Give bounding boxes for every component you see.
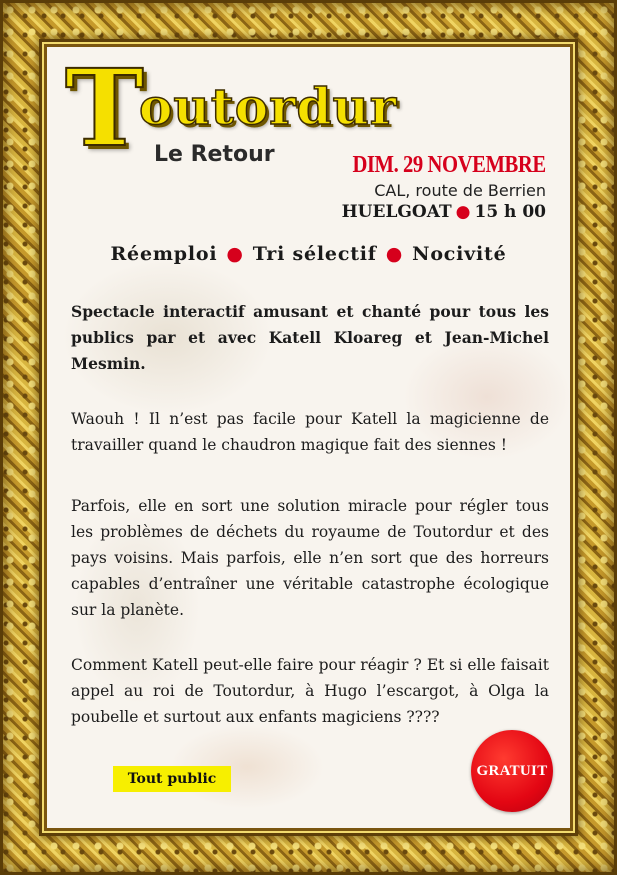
story-paragraph-2: Parfois, elle en sort une solution miracle pour régler tous les problèmes de déchets du royaume de Toutordur et des pays voisins. Mais parfois, elle n’en sort que des horreurs capables d’entraîner une véritable catastrophe écologique sur la planète. [71, 497, 549, 619]
event-town-time [342, 202, 546, 222]
story-paragraph-3: Comment Katell peut-elle faire pour réagir ? Et si elle faisait appel au roi de Toutordur, à Hugo l’escargot, à Olga la poubelle et surtout aux enfants magiciens ???? [71, 656, 549, 726]
title-initial: T [65, 47, 144, 170]
event-date: DIM. 29 NOVEMBRE [352, 152, 546, 178]
event-place: CAL, route de Berrien [374, 181, 546, 200]
poster-subtitle: Le Retour [154, 142, 275, 167]
intro-paragraph: Spectacle interactif amusant et chanté pour tous les publics par et avec Katell Kloareg et Jean-Michel Mesmin. [71, 302, 549, 373]
event-town: HUELGOAT [341, 202, 452, 222]
theme-item: Tri sélectif [252, 243, 377, 265]
story-paragraph-1: Waouh ! Il n’est pas facile pour Katell la magicienne de travailler quand le chaudron magique fait des siennes ! [71, 410, 549, 454]
theme-item: Nocivité [412, 243, 507, 265]
themes-line [47, 243, 570, 265]
title-rest: outordur [139, 77, 398, 136]
audience-label: Tout public [113, 766, 231, 792]
poster-canvas [47, 47, 570, 828]
bullet-icon: ● [385, 243, 404, 265]
event-time: 15 h 00 [474, 202, 546, 222]
theme-item: Réemploi [110, 243, 218, 265]
bullet-icon: ● [226, 243, 244, 265]
poster-title [65, 47, 485, 170]
free-badge-label: GRATUIT [476, 762, 548, 779]
free-badge [471, 730, 553, 812]
bullet-icon: ● [455, 202, 471, 222]
